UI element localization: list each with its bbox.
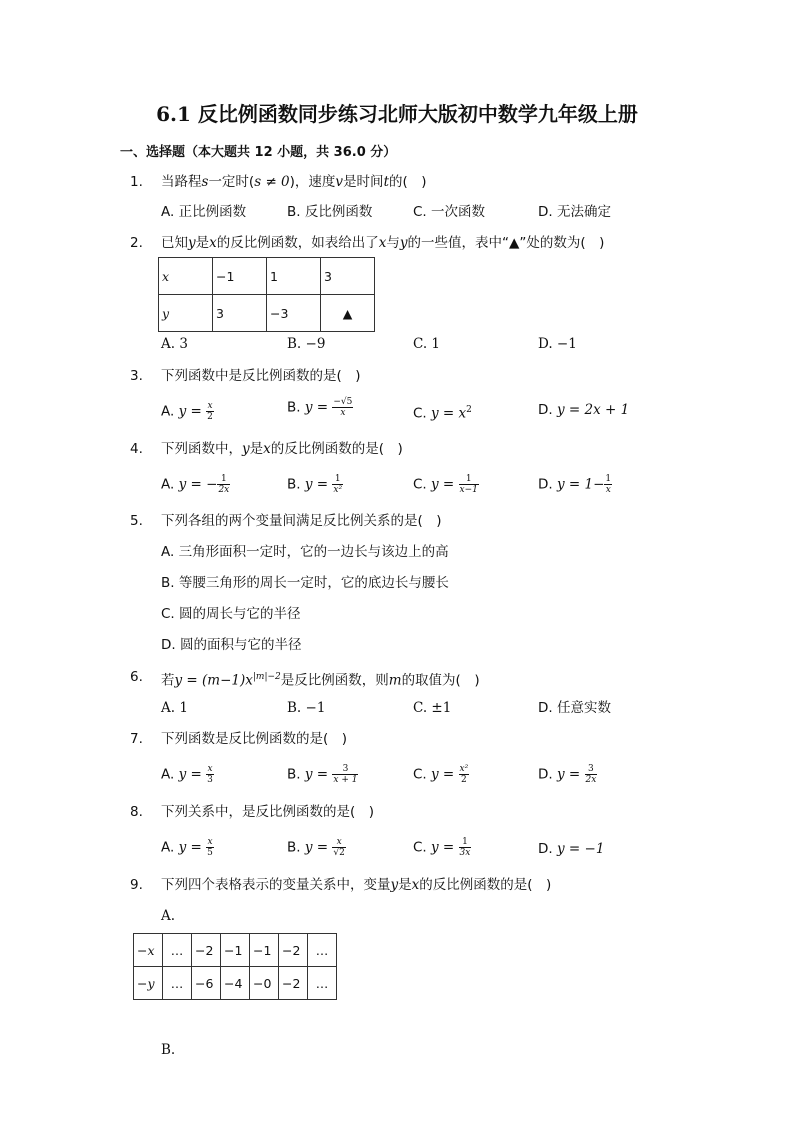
- option-d: D. y = −1: [538, 841, 605, 857]
- table-cell: −y: [134, 967, 163, 1000]
- question-stem: 下列四个表格表示的变量关系中，变量y是x的反比例函数的是( ): [161, 877, 552, 893]
- question-number: 7.: [130, 731, 143, 747]
- option-c: C. 1: [413, 336, 441, 352]
- question-number: 2.: [130, 235, 143, 251]
- option-d: D. y = 1− $\frac{1}{x}$: [538, 474, 612, 495]
- table-cell: x: [159, 258, 213, 295]
- option-c: C. y = $\frac{1}{x-1}$: [413, 474, 478, 495]
- option-b-label: B.: [161, 1042, 176, 1058]
- option-a: A. 1: [161, 700, 188, 716]
- page-title: 6.1 反比例函数同步练习北师大版初中数学九年级上册: [156, 102, 638, 126]
- table-cell: −6: [192, 967, 221, 1000]
- table-cell: −4: [221, 967, 250, 1000]
- question-stem: 下列函数是反比例函数的是( ): [161, 731, 348, 747]
- table-row: [134, 934, 337, 967]
- question-number: 6.: [130, 669, 143, 685]
- table-cell: −3: [267, 295, 321, 332]
- table-cell: 3: [321, 258, 375, 295]
- table-cell: …: [163, 934, 192, 967]
- value-table: [158, 257, 375, 332]
- table-cell: …: [163, 967, 192, 1000]
- table-cell: −2: [279, 934, 308, 967]
- option-b: B. 反比例函数: [287, 204, 373, 220]
- option-b: B. −9: [287, 336, 326, 352]
- option-c: C. y = $\frac{\text{x²}}{2}$: [413, 764, 469, 785]
- question-stem: 若$y = (m-1)x^{|m|-2}$是反比例函数，则m的取值为( ): [161, 672, 480, 689]
- table-row: [159, 258, 375, 295]
- option-a: A. y = $\frac{x}{2}$: [161, 401, 213, 422]
- option-c: C. y = $\frac{1}{3x}$: [413, 837, 471, 858]
- option-d: D. 无法确定: [538, 204, 611, 220]
- table-cell: −2: [279, 967, 308, 1000]
- table-cell: −0: [250, 967, 279, 1000]
- option-c: C. $y = x^2$: [413, 405, 472, 422]
- question-number: 8.: [130, 804, 143, 820]
- table-cell: 3: [213, 295, 267, 332]
- option-b: B. 等腰三角形的周长一定时，它的底边长与腰长: [161, 575, 449, 591]
- option-d: D. −1: [538, 336, 577, 352]
- question-stem: 已知y是x的反比例函数，如表给出了x与y的一些值，表中“▲”处的数为( ): [161, 235, 605, 251]
- table-cell: y: [159, 295, 213, 332]
- value-table: [133, 933, 337, 1000]
- table-cell: …: [308, 967, 337, 1000]
- option-a: A. 正比例函数: [161, 204, 247, 220]
- table-row: [159, 295, 375, 332]
- option-d: D. y = $\frac{3}{2x}$: [538, 764, 597, 785]
- option-a: A. y = $\frac{x}{3}$: [161, 764, 213, 785]
- option-b: B. y = $\frac{-√5}{x}$: [287, 397, 353, 418]
- question-number: 3.: [130, 368, 143, 384]
- option-a: A. 三角形面积一定时，它的一边长与该边上的高: [161, 544, 449, 560]
- option-d: D. y = 2x + 1: [538, 402, 630, 418]
- question-stem: 下列函数中是反比例函数的是( ): [161, 368, 361, 384]
- option-a: A. y = − $\frac{1}{2x}$: [161, 474, 230, 495]
- option-b: B. −1: [287, 700, 326, 716]
- option-a-label: A.: [161, 908, 176, 924]
- option-b: B. y = $\frac{3}{x + 1}$: [287, 764, 358, 785]
- option-d: D. 圆的面积与它的半径: [161, 637, 302, 653]
- question-stem: 下列各组的两个变量间满足反比例关系的是( ): [161, 513, 442, 529]
- table-cell: −2: [192, 934, 221, 967]
- question-number: 9.: [130, 877, 143, 893]
- question-number: 5.: [130, 513, 143, 529]
- option-b: B. y = $\frac{1}{\text{x²}}$: [287, 474, 343, 495]
- table-cell: −1: [250, 934, 279, 967]
- option-c: C. 圆的周长与它的半径: [161, 606, 301, 622]
- table-cell: −1: [221, 934, 250, 967]
- option-c: C. 一次函数: [413, 204, 486, 220]
- question-stem: 下列关系中，是反比例函数的是( ): [161, 804, 375, 820]
- table-cell: 1: [267, 258, 321, 295]
- question-stem: 当路程s一定时(s ≠ 0)，速度v是时间t的( ): [161, 174, 427, 190]
- section-heading: 一、选择题（本大题共 12 小题，共 36.0 分）: [120, 145, 397, 160]
- option-d: D. 任意实数: [538, 700, 611, 716]
- question-number: 4.: [130, 441, 143, 457]
- option-a: A. y = $\frac{x}{5}$: [161, 837, 213, 858]
- table-cell: −1: [213, 258, 267, 295]
- table-cell: ▲: [321, 295, 375, 332]
- question-number: 1.: [130, 174, 143, 190]
- question-stem: 下列函数中，y是x的反比例函数的是( ): [161, 441, 403, 457]
- table-row: [134, 967, 337, 1000]
- option-a: A. 3: [161, 336, 188, 352]
- table-cell: …: [308, 934, 337, 967]
- option-c: C. ±1: [413, 700, 452, 716]
- option-b: B. y = $\frac{x}{√2}$: [287, 837, 345, 858]
- table-cell: −x: [134, 934, 163, 967]
